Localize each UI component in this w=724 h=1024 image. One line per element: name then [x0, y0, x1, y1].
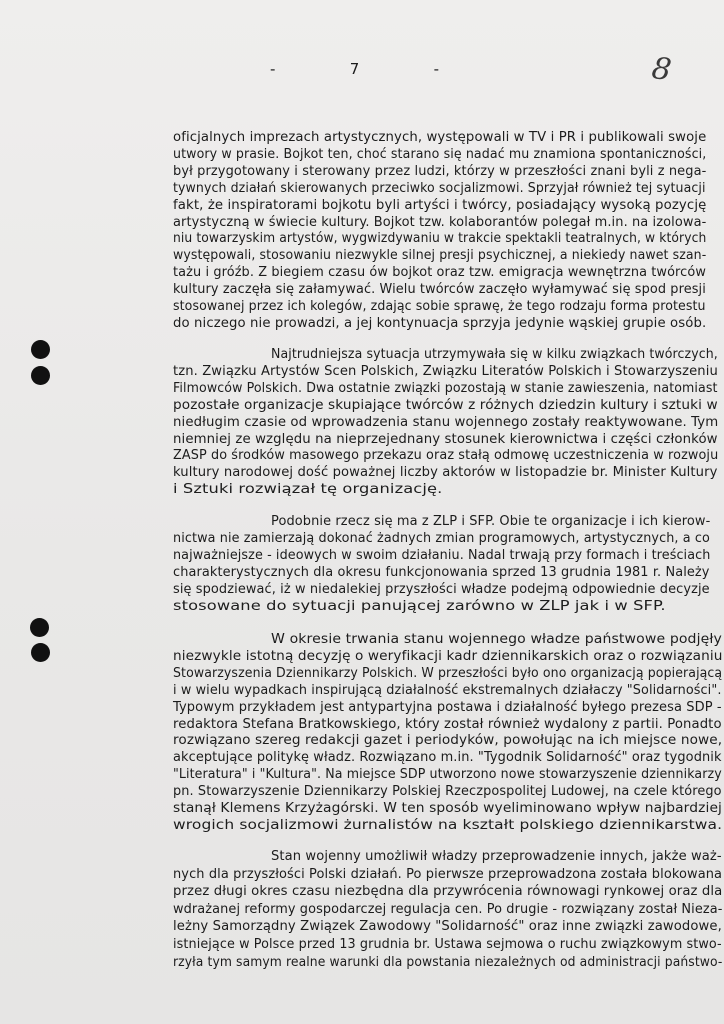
text-line: Stowarzyszenia Dziennikarzy Polskich. W przeszłości było ono organizacją popierającą	[173, 666, 723, 681]
text-line: najważniejsze - ideowych w swoim działaniu. Nadal trwają przy formach i treściach	[173, 548, 711, 563]
text-line: tzn. Związku Artystów Scen Polskich, Związku Literatów Polskich i Stowarzyszeniu	[173, 364, 718, 379]
text-line: rzyła tym samym realne warunki dla powstania niezależnych od administracji państwo-	[173, 955, 723, 970]
text-line: Typowym przykładem jest antypartyjna postawa i działalność byłego prezesa SDP -	[173, 700, 722, 715]
text-line: wdrażanej reformy gospodarczej regulacja cen. Po drugie - rozwiązany został Nieza-	[173, 902, 723, 917]
punch-hole-4	[31, 643, 50, 662]
text-line: fakt, że inspiratorami bojkotu byli artyści i twórcy, posiadający wysoką pozycję	[173, 198, 707, 213]
text-line: charakterystycznych dla okresu funkcjonowania sprzed 13 grudnia 1981 r. Należy	[173, 565, 710, 580]
text-line: kultury zaczęła się załamywać. Wielu twórców zaczęło wyłamywać się spod presji	[173, 282, 706, 297]
text-line: i Sztuki rozwiązał tę organizację.	[173, 482, 443, 497]
page-number: 7	[349, 60, 361, 78]
text-line: oficjalnych imprezach artystycznych, występowali w TV i PR i publikowali swoje	[173, 130, 707, 145]
text-line: ZASP do środków masowego przekazu oraz stałą odmowę uczestniczenia w rozwoju	[173, 448, 719, 463]
text-line: stosowane do sytuacji panującej zarówno w ZLP jak i w SFP.	[173, 599, 666, 614]
page-number-header	[270, 60, 440, 78]
text-line: się spodziewać, iż w niedalekiej przyszłości władze podejmą odpowiednie decyzje	[173, 582, 710, 597]
text-line: niemniej ze względu na nieprzejednany stosunek kierownictwa i części członków	[173, 432, 718, 447]
text-line: Stan wojenny umożliwił władzy przeprowadzenie innych, jakże waż-	[271, 849, 722, 864]
text-line: tywnych działań skierowanych przeciwko socjalizmowi. Sprzyjał również tej sytuacji	[173, 181, 706, 196]
text-line: pozostałe organizacje skupiające twórców z różnych dziedzin kultury i sztuki w	[173, 398, 718, 413]
text-line: pn. Stowarzyszenie Dziennikarzy Polskiej Rzeczpospolitej Ludowej, na czele którego	[173, 784, 722, 799]
text-line: akceptujące politykę władz. Rozwiązano m.in. "Tygodnik Solidarność" oraz tygodnik	[173, 750, 722, 765]
text-line: utwory w prasie. Bojkot ten, choć starano się nadać mu znamiona spontaniczności,	[173, 147, 707, 162]
text-line: występowali, stosowaniu niezwykle silnej presji psychicznej, a niekiedy nawet szan-	[173, 248, 707, 263]
text-line: Najtrudniejsza sytuacja utrzymywała się w kilku związkach twórczych,	[271, 347, 718, 362]
text-line: i w wielu wypadkach inspirującą działalność ekstremalnych działaczy "Solidarności".	[173, 683, 722, 698]
text-line: redaktora Stefana Bratkowskiego, który został również wydalony z partii. Ponadto	[173, 717, 722, 732]
text-line: wrogich socjalizmowi żurnalistów na kształt polskiego dziennikarstwa.	[173, 818, 723, 833]
text-line: niedługim czasie od wprowadzenia stanu wojennego zostały reaktywowane. Tym	[173, 415, 719, 430]
text-line: przez długi okres czasu niezbędna dla przywrócenia równowagi rynkowej oraz dla	[173, 884, 723, 899]
punch-hole-3	[30, 618, 49, 637]
text-line: "Literatura" i "Kultura". Na miejsce SDP utworzono nowe stowarzyszenie dziennikarzy	[173, 767, 722, 782]
text-line: artystyczną w świecie kultury. Bojkot tzw. kolaborantów polegał m.in. na izolowa-	[173, 215, 707, 230]
text-line: kultury narodowej dość poważnej liczby aktorów w listopadzie br. Minister Kultury	[173, 465, 718, 480]
text-line: niu towarzyskim artystów, wygwizdywaniu w trakcie spektakli teatralnych, w których	[173, 231, 707, 246]
punch-hole-1	[31, 340, 50, 359]
header-dash-right: -	[433, 60, 440, 78]
text-line: W okresie trwania stanu wojennego władze państwowe podjęły	[271, 632, 722, 647]
text-line: nictwa nie zamierzają dokonać żadnych zmian programowych, artystycznych, a co	[173, 531, 710, 546]
text-line: niezwykle istotną decyzję o weryfikacji kadr dziennikarskich oraz o rozwiązaniu	[173, 649, 723, 664]
text-line: tażu i gróźb. Z biegiem czasu ów bojkot oraz tzw. emigracja wewnętrzna twórców	[173, 265, 706, 280]
text-line: stosowanej przez ich kolegów, zdając sobie sprawę, że tego rodzaju forma protestu	[173, 299, 706, 314]
text-line: do niczego nie prowadzi, a jej kontynuacja sprzyja jedynie wąskiej grupie osób.	[173, 316, 707, 331]
text-line: rozwiązano szereg redakcji gazet i periodyków, powołując na ich miejsce nowe,	[173, 733, 723, 748]
text-line: istniejące w Polsce przed 13 grudnia br. Ustawa sejmowa o ruchu związkowym stwo-	[173, 937, 722, 952]
text-line: Podobnie rzecz się ma z ZLP i SFP. Obie te organizacje i ich kierow-	[271, 514, 711, 529]
handwritten-page-number: 8	[649, 50, 674, 89]
header-dash-left: -	[270, 60, 277, 78]
text-line: nych dla przyszłości Polski działań. Po pierwsze przeprowadzona została blokowana	[173, 867, 723, 882]
text-line: Filmowców Polskich. Dwa ostatnie związki pozostają w stanie zawieszenia, natomiast	[173, 381, 718, 396]
text-line: był przygotowany i sterowany przez ludzi, którzy w przeszłości znani byli z nega-	[173, 164, 707, 179]
text-line: stanął Klemens Krzyżagórski. W ten sposób wyeliminowano wpływ najbardziej	[173, 801, 723, 816]
punch-hole-2	[31, 366, 50, 385]
text-line: leżny Samorządny Związek Zawodowy "Solidarność" oraz inne związki zawodowe,	[173, 919, 722, 934]
